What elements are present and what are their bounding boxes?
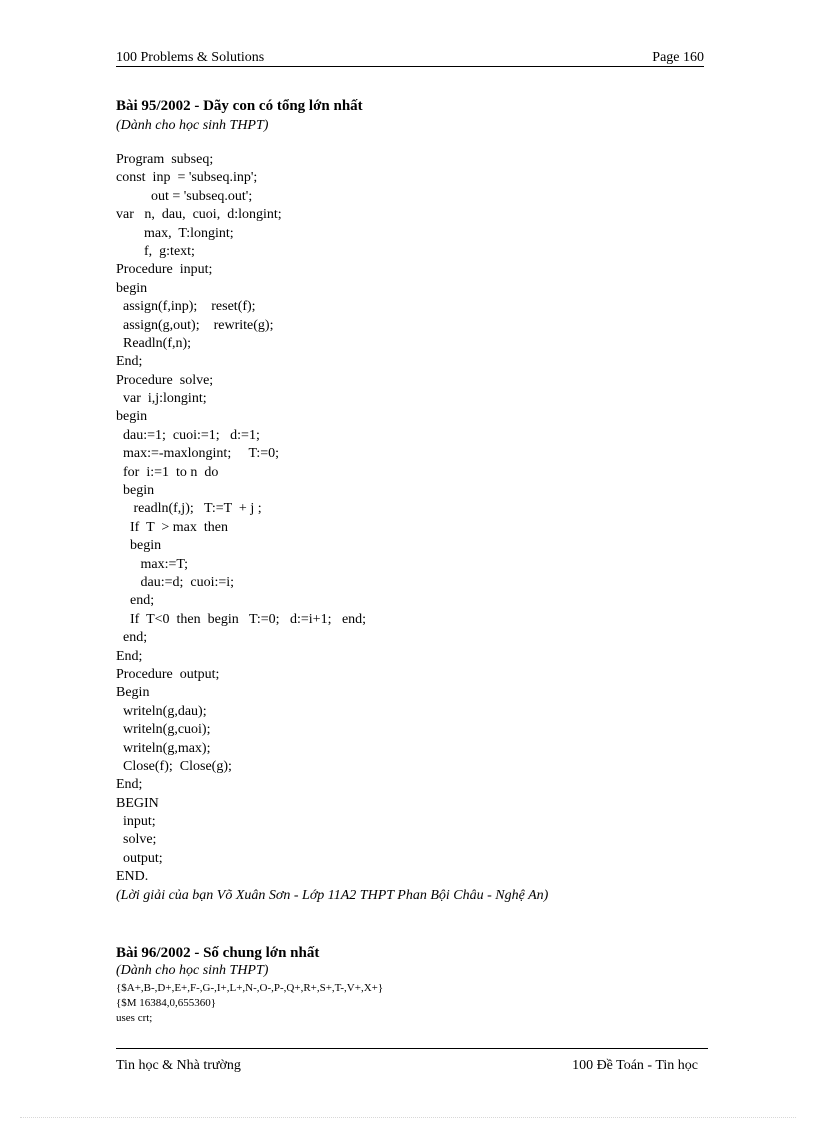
header-book-title: 100 Problems & Solutions [116, 50, 265, 65]
code-line: dau:=1; cuoi:=1; d:=1; [116, 427, 260, 443]
problem-95-subtitle: (Dành cho học sinh THPT) [116, 118, 269, 133]
footer-publication: Tin học & Nhà trường [116, 1058, 241, 1073]
page-header [116, 50, 704, 67]
code-line: solve; [116, 832, 157, 848]
problem-95-title: Bài 95/2002 - Dãy con có tổng lớn nhất [116, 98, 363, 114]
code-line: {$M 16384,0,655360} [116, 997, 217, 1009]
code-line: begin [116, 483, 155, 499]
problem-96-subtitle: (Dành cho học sinh THPT) [116, 963, 269, 978]
code-line: end; [116, 630, 148, 646]
code-line: Procedure output; [116, 666, 220, 682]
code-line: uses crt; [116, 1012, 153, 1024]
code-line: Procedure solve; [116, 372, 214, 388]
problem-96-title: Bài 96/2002 - Số chung lớn nhất [116, 945, 320, 961]
code-line: var i,j:longint; [116, 391, 207, 407]
code-line: Procedure input; [116, 262, 213, 278]
code-line: End; [116, 648, 143, 664]
code-line: var n, dau, cuoi, d:longint; [116, 207, 282, 223]
code-line: input; [116, 814, 156, 830]
code-line: Close(f); Close(g); [116, 758, 232, 774]
code-line: begin [116, 409, 148, 425]
code-line: output; [116, 850, 163, 866]
problem-95-code-block [116, 151, 366, 887]
code-line: writeln(g,dau); [116, 703, 207, 719]
code-line: end; [116, 593, 155, 609]
code-line: Readln(f,n); [116, 335, 192, 351]
code-line: writeln(g,cuoi); [116, 722, 211, 738]
code-line: max:=T; [116, 556, 189, 572]
code-line: End; [116, 354, 143, 370]
code-line: BEGIN [116, 795, 159, 811]
code-line: max, T:longint; [116, 225, 234, 241]
code-line: begin [116, 280, 148, 296]
footer-book-name: 100 Đề Toán - Tin học [572, 1058, 698, 1073]
code-line: {$A+,B-,D+,E+,F-,G-,I+,L+,N-,O-,P-,Q+,R+,S+,T-,V+,X+} [116, 982, 384, 994]
problem-96-code-block [116, 981, 383, 1026]
code-line: End; [116, 777, 143, 793]
code-line: Begin [116, 685, 150, 701]
code-line: dau:=d; cuoi:=i; [116, 574, 235, 590]
header-page-number: Page 160 [652, 50, 704, 65]
code-line: out = 'subseq.out'; [116, 188, 253, 204]
code-line: END. [116, 869, 149, 885]
code-line: begin [116, 538, 162, 554]
code-line: assign(f,inp); reset(f); [116, 299, 256, 315]
code-line: readln(f,j); T:=T + j ; [116, 501, 262, 517]
code-line: for i:=1 to n do [116, 464, 219, 480]
code-line: Program subseq; [116, 152, 214, 167]
code-line: const inp = 'subseq.inp'; [116, 170, 258, 186]
code-line: writeln(g,max); [116, 740, 211, 756]
page-bottom-edge [20, 1117, 796, 1118]
code-line: max:=-maxlongint; T:=0; [116, 446, 279, 462]
code-line: If T<0 then begin T:=0; d:=i+1; end; [116, 611, 367, 627]
problem-95-credit: (Lời giải của bạn Võ Xuân Sơn - Lớp 11A2 THPT Phan Bội Châu - Nghệ An) [116, 888, 549, 903]
code-line: If T > max then [116, 519, 228, 535]
code-line: f, g:text; [116, 243, 195, 259]
code-line: assign(g,out); rewrite(g); [116, 317, 274, 333]
footer-rule [116, 1048, 708, 1049]
